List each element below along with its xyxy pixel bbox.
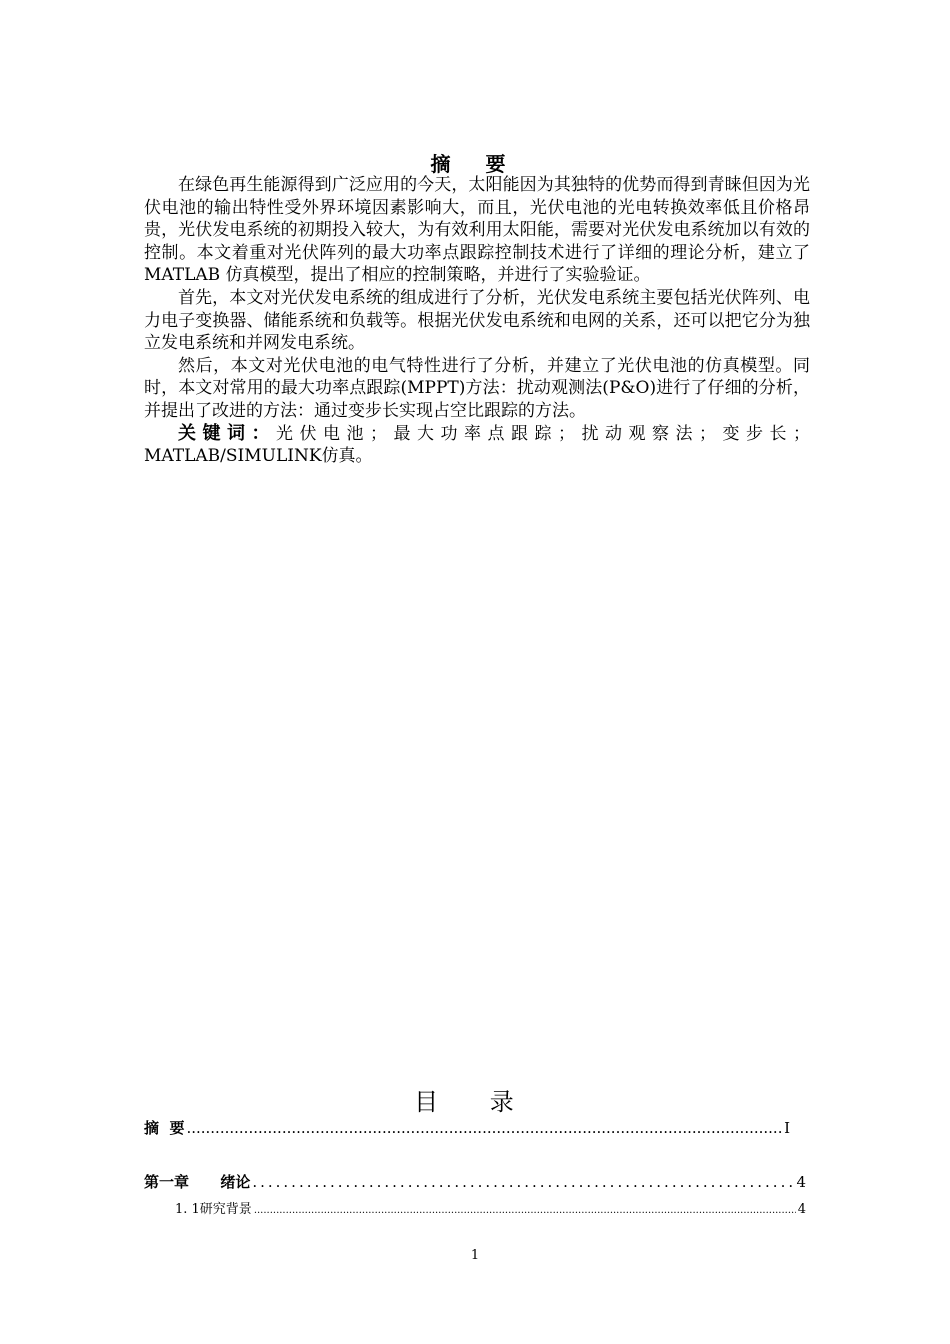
- toc-leader-dots: [186, 1119, 782, 1137]
- keywords-line: [144, 423, 810, 468]
- toc-entry-page: I: [784, 1119, 790, 1137]
- toc-leader-dots: [252, 1173, 794, 1191]
- toc-title: 目 录: [414, 1088, 536, 1116]
- abstract-paragraph-3: 然后，本文对光伏电池的电气特性进行了分析，并建立了光伏电池的仿真模型。同时，本文对常用的最大功率点跟踪(MPPT)方法：扰动观测法(P&O)进行了仔细的分析，并提出了改进的方法：通过变步长实现占空比跟踪的方法。: [144, 355, 810, 421]
- abstract-body: [144, 174, 810, 468]
- toc-entry-page: 4: [796, 1173, 806, 1191]
- abstract-paragraph-2: 首先，本文对光伏发电系统的组成进行了分析，光伏发电系统主要包括光伏阵列、电力电子变换器、储能系统和负载等。根据光伏发电系统和电网的关系，还可以把它分为独立发电系统和并网发电系统。: [144, 287, 810, 354]
- toc-entry-label: 摘 要: [144, 1119, 185, 1137]
- toc-leader-dots: [254, 1205, 796, 1216]
- toc-entry-page: 4: [797, 1202, 806, 1217]
- keywords-text: 光伏电池；最大功率点跟踪；扰动观察法；变步长；MATLAB/SIMULINK仿真。: [144, 423, 810, 467]
- keywords-label: 关键词：: [178, 422, 276, 444]
- toc-entry-section-1-1[interactable]: [175, 1198, 806, 1217]
- toc-entry-chapter-1[interactable]: [144, 1171, 806, 1192]
- toc-entry-abstract[interactable]: [144, 1117, 790, 1138]
- abstract-title: 摘 要: [430, 152, 520, 176]
- toc-entry-label: 1. 1研究背景: [175, 1202, 252, 1217]
- toc-entry-label: 第一章 绪论: [144, 1173, 251, 1191]
- abstract-paragraph-1: 在绿色再生能源得到广泛应用的今天，太阳能因为其独特的优势而得到青睐但因为光伏电池的输出特性受外界环境因素影响大，而且，光伏电池的光电转换效率低且价格昂贵，光伏发电系统的初期投入较大，为有效利用太阳能，需要对光伏发电系统加以有效的控制。本文着重对光伏阵列的最大功率点跟踪控制技术进行了详细的理论分析，建立了MATLAB 仿真模型，提出了相应的控制策略，并进行了实验验证。: [144, 175, 810, 286]
- page-number: 1: [470, 1248, 480, 1263]
